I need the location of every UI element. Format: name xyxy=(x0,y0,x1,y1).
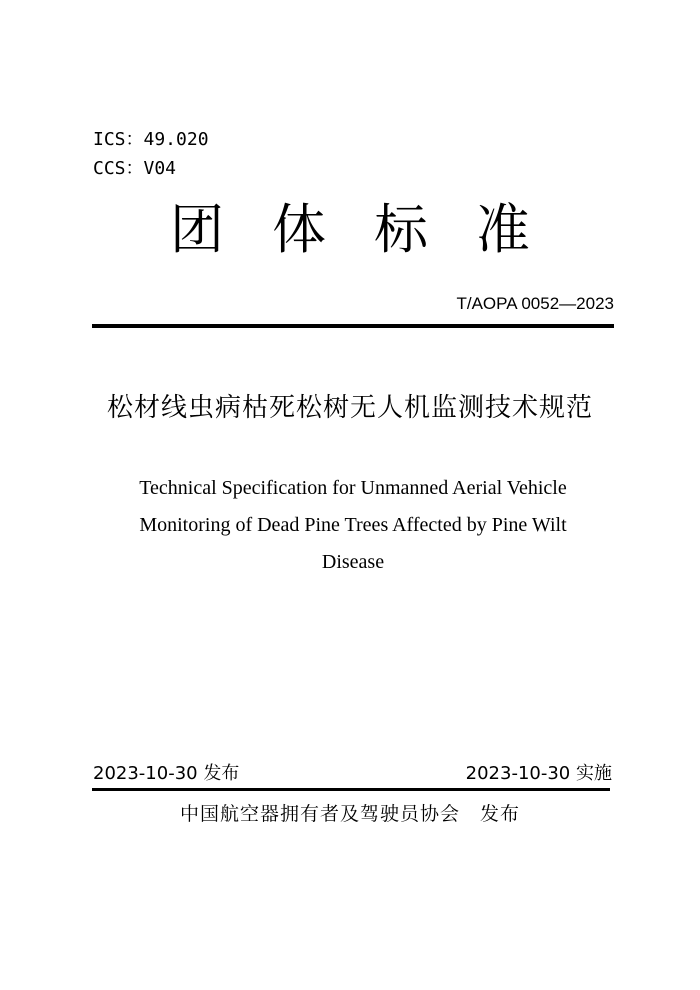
publisher-organization: 中国航空器拥有者及驾驶员协会 xyxy=(179,803,460,825)
publisher-action: 发布 xyxy=(480,803,521,825)
english-title-line: Monitoring of Dead Pine Trees Affected by Pine Wilt xyxy=(139,514,567,536)
english-title-line: Disease xyxy=(321,551,385,573)
implementation-date: 2023-10-30 实施 xyxy=(465,763,612,784)
english-title-line: Technical Specification for Unmanned Aerial Vehicle xyxy=(139,477,567,499)
top-divider xyxy=(92,324,614,328)
main-title: 团体标准 xyxy=(170,198,578,261)
english-title xyxy=(110,470,596,581)
standard-number: T/AOPA 0052—2023 xyxy=(456,294,614,313)
ccs-code: CCS：V04 xyxy=(93,158,177,179)
issue-date: 2023-10-30 发布 xyxy=(93,763,240,784)
chinese-title: 松材线虫病枯死松树无人机监测技术规范 xyxy=(106,393,593,423)
bottom-divider xyxy=(92,788,610,791)
publisher-line xyxy=(0,801,700,827)
ics-code: ICS：49.020 xyxy=(93,129,209,150)
